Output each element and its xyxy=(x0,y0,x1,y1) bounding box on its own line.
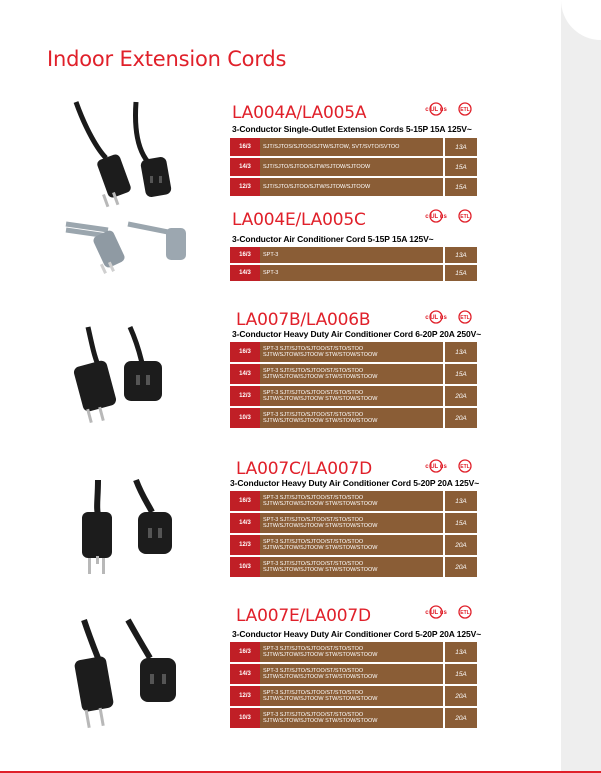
gauge-cell: 10/3 xyxy=(230,408,260,428)
spec-row xyxy=(230,491,477,511)
plug-and-outlet-photo xyxy=(58,618,188,748)
cord-type-cell: SPT-3 xyxy=(260,265,445,281)
svg-text:c UL us: c UL us xyxy=(425,107,447,113)
spec-table xyxy=(230,245,477,283)
cord-type-cell: SPT-3 SJT/SJTO/SJTOO/ST/STO/STOO SJTW/SJTOW/SJTOOW STW/STOW/STOOW xyxy=(260,557,445,577)
gauge-cell: 14/3 xyxy=(230,364,260,384)
svg-text:ETL: ETL xyxy=(460,315,470,321)
model-number: LA004A/LA005A xyxy=(232,103,367,123)
certification-marks xyxy=(425,208,477,224)
gauge-cell: 10/3 xyxy=(230,557,260,577)
svg-text:ETL: ETL xyxy=(460,107,470,113)
spec-row xyxy=(230,708,477,728)
cord-type-cell: SPT-3 SJT/SJTO/SJTOO/ST/STO/STOO SJTW/SJTOW/SJTOOW STW/STOW/STOOW xyxy=(260,535,445,555)
cord-type-cell: SJT/SJTO/SJTOO/SJTW/SJTOW/SJTOOW xyxy=(260,158,445,176)
cord-type-cell: SJT/SJTOS/SJTOO/SJTW/SJTOW, SVT/SVTO/SVTOO xyxy=(260,138,445,156)
spec-row xyxy=(230,535,477,555)
gauge-cell: 16/3 xyxy=(230,247,260,263)
spec-table xyxy=(230,340,477,430)
model-number: LA004E/LA005C xyxy=(232,210,366,230)
gauge-cell: 16/3 xyxy=(230,491,260,511)
gauge-cell: 12/3 xyxy=(230,686,260,706)
product-subtitle: 3-Conductor Heavy Duty Air Conditioner Cord 5-20P 20A 125V~ xyxy=(232,629,482,639)
spec-row xyxy=(230,364,477,384)
gauge-cell: 12/3 xyxy=(230,178,260,196)
spec-row xyxy=(230,247,477,263)
plug-and-outlet-photo xyxy=(58,220,188,300)
ampere-cell: 15A xyxy=(445,178,477,196)
cord-type-cell: SJT/SJTO/SJTOO/SJTW/SJTOW/SJTOOW xyxy=(260,178,445,196)
product-subtitle: 3-Conductor Air Conditioner Cord 5-15P 15A 125V~ xyxy=(232,234,434,244)
cord-type-cell: SPT-3 SJT/SJTO/SJTOO/ST/STO/STOO SJTW/SJTOW/SJTOOW STW/STOW/STOOW xyxy=(260,686,445,706)
product-subtitle: 3-Conductor Heavy Duty Air Conditioner Cord 6-20P 20A 250V~ xyxy=(232,329,482,339)
spec-row xyxy=(230,513,477,533)
ampere-cell: 13A xyxy=(445,491,477,511)
page-edge-panel xyxy=(561,0,601,773)
product-subtitle: 3-Conductor Single-Outlet Extension Cords 5-15P 15A 125V~ xyxy=(232,124,472,134)
gauge-cell: 12/3 xyxy=(230,386,260,406)
model-number: LA007E/LA007D xyxy=(236,606,371,626)
spec-row xyxy=(230,138,477,156)
model-number: LA007C/LA007D xyxy=(236,459,372,479)
ampere-cell: 13A xyxy=(445,247,477,263)
gauge-cell: 16/3 xyxy=(230,342,260,362)
ampere-cell: 15A xyxy=(445,664,477,684)
gauge-cell: 14/3 xyxy=(230,513,260,533)
ampere-cell: 20A xyxy=(445,386,477,406)
svg-text:c UL us: c UL us xyxy=(425,464,447,470)
certification-marks xyxy=(425,458,477,474)
spec-table xyxy=(230,640,477,730)
gauge-cell: 16/3 xyxy=(230,642,260,662)
ampere-cell: 20A xyxy=(445,686,477,706)
ampere-cell: 15A xyxy=(445,158,477,176)
cord-type-cell: SPT-3 SJT/SJTO/SJTOO/ST/STO/STOO SJTW/SJTOW/SJTOOW STW/STOW/STOOW xyxy=(260,491,445,511)
spec-row xyxy=(230,158,477,176)
ampere-cell: 13A xyxy=(445,642,477,662)
plug-and-outlet-photo xyxy=(58,100,188,212)
ampere-cell: 15A xyxy=(445,513,477,533)
gauge-cell: 16/3 xyxy=(230,138,260,156)
certification-marks xyxy=(425,309,477,325)
svg-text:c UL us: c UL us xyxy=(425,610,447,616)
ampere-cell: 20A xyxy=(445,708,477,728)
cord-type-cell: SPT-3 SJT/SJTO/SJTOO/ST/STO/STOO SJTW/SJTOW/SJTOOW STW/STOW/STOOW xyxy=(260,408,445,428)
plug-and-outlet-photo xyxy=(58,325,188,445)
gauge-cell: 14/3 xyxy=(230,664,260,684)
ampere-cell: 20A xyxy=(445,408,477,428)
spec-row xyxy=(230,342,477,362)
svg-text:ETL: ETL xyxy=(460,610,470,616)
spec-row xyxy=(230,408,477,428)
spec-table xyxy=(230,489,477,579)
cord-type-cell: SPT-3 SJT/SJTO/SJTOO/ST/STO/STOO SJTW/SJTOW/SJTOOW STW/STOW/STOOW xyxy=(260,364,445,384)
cord-type-cell: SPT-3 SJT/SJTO/SJTOO/ST/STO/STOO SJTW/SJTOW/SJTOOW STW/STOW/STOOW xyxy=(260,386,445,406)
svg-text:c UL us: c UL us xyxy=(425,315,447,321)
ampere-cell: 20A xyxy=(445,557,477,577)
cord-type-cell: SPT-3 SJT/SJTO/SJTOO/ST/STO/STOO SJTW/SJTOW/SJTOOW STW/STOW/STOOW xyxy=(260,642,445,662)
gauge-cell: 12/3 xyxy=(230,535,260,555)
ampere-cell: 13A xyxy=(445,342,477,362)
spec-row xyxy=(230,686,477,706)
ampere-cell: 13A xyxy=(445,138,477,156)
model-number: LA007B/LA006B xyxy=(236,310,371,330)
spec-row xyxy=(230,664,477,684)
spec-row xyxy=(230,265,477,281)
spec-row xyxy=(230,178,477,196)
svg-text:c UL us: c UL us xyxy=(425,214,447,220)
ampere-cell: 15A xyxy=(445,364,477,384)
cord-type-cell: SPT-3 SJT/SJTO/SJTOO/ST/STO/STOO SJTW/SJTOW/SJTOOW STW/STOW/STOOW xyxy=(260,342,445,362)
certification-marks xyxy=(425,604,477,620)
page-title: Indoor Extension Cords xyxy=(47,47,287,71)
gauge-cell: 14/3 xyxy=(230,265,260,281)
svg-text:ETL: ETL xyxy=(460,464,470,470)
spec-table xyxy=(230,136,477,198)
ampere-cell: 15A xyxy=(445,265,477,281)
cord-type-cell: SPT-3 SJT/SJTO/SJTOO/ST/STO/STOO SJTW/SJTOW/SJTOOW STW/STOW/STOOW xyxy=(260,513,445,533)
product-subtitle: 3-Conductor Heavy Duty Air Conditioner Cord 5-20P 20A 125V~ xyxy=(230,478,480,488)
gauge-cell: 10/3 xyxy=(230,708,260,728)
spec-row xyxy=(230,642,477,662)
cord-type-cell: SPT-3 xyxy=(260,247,445,263)
certification-marks xyxy=(425,101,477,117)
gauge-cell: 14/3 xyxy=(230,158,260,176)
cord-type-cell: SPT-3 SJT/SJTO/SJTOO/ST/STO/STOO SJTW/SJTOW/SJTOOW STW/STOW/STOOW xyxy=(260,664,445,684)
ampere-cell: 20A xyxy=(445,535,477,555)
plug-and-outlet-photo xyxy=(58,478,188,588)
svg-text:ETL: ETL xyxy=(460,214,470,220)
cord-type-cell: SPT-3 SJT/SJTO/SJTOO/ST/STO/STOO SJTW/SJTOW/SJTOOW STW/STOW/STOOW xyxy=(260,708,445,728)
spec-row xyxy=(230,557,477,577)
spec-row xyxy=(230,386,477,406)
